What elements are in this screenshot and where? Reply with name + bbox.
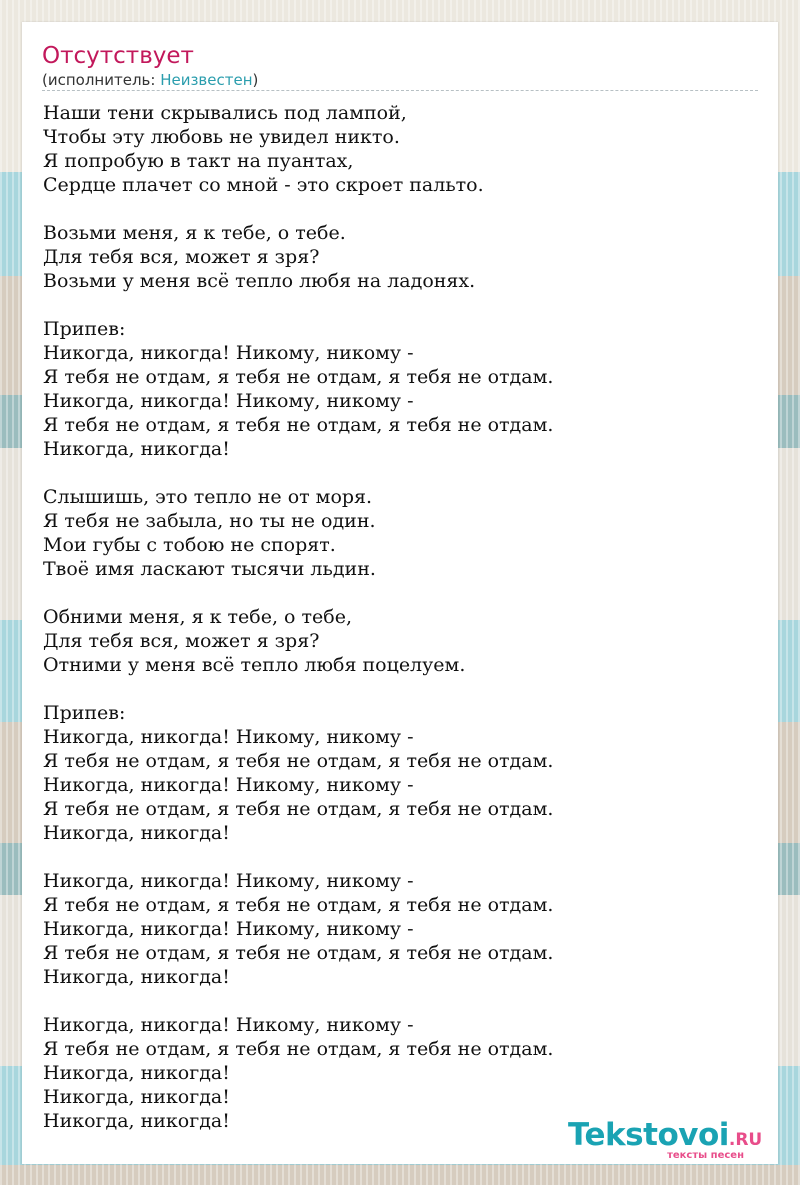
lyric-line: Я тебя не отдам, я тебя не отдам, я тебя не отдам. xyxy=(43,750,554,772)
lyric-line: Никогда, никогда! Никому, никому - xyxy=(43,870,414,892)
lyric-line: Я тебя не отдам, я тебя не отдам, я тебя не отдам. xyxy=(43,894,554,916)
lyric-line: Возьми у меня всё тепло любя на ладонях. xyxy=(43,270,476,292)
logo-subtitle: тексты песен xyxy=(667,1150,744,1161)
lyric-blank-line xyxy=(43,197,763,221)
lyric-line: Никогда, никогда! xyxy=(43,1062,230,1084)
lyric-line: Никогда, никогда! xyxy=(43,1110,230,1132)
lyric-line: Никогда, никогда! Никому, никому - xyxy=(43,342,414,364)
logo-main-text: Tekstovoi xyxy=(568,1117,729,1153)
lyric-line: Я тебя не отдам, я тебя не отдам, я тебя не отдам. xyxy=(43,366,554,388)
lyrics-card xyxy=(22,22,778,1164)
lyric-line: Отними у меня всё тепло любя поцелуем. xyxy=(43,654,466,676)
lyric-line: Никогда, никогда! Никому, никому - xyxy=(43,1014,414,1036)
lyric-line: Никогда, никогда! xyxy=(43,1086,230,1108)
lyric-blank-line xyxy=(43,581,763,605)
lyric-blank-line xyxy=(43,989,763,1013)
lyric-line: Наши тени скрывались под лампой, xyxy=(43,102,407,124)
lyrics-text xyxy=(43,101,763,1133)
artist-link[interactable]: Неизвестен xyxy=(160,71,253,89)
lyric-line: Я тебя не отдам, я тебя не отдам, я тебя не отдам. xyxy=(43,1038,554,1060)
lyric-line: Я попробую в такт на пуантах, xyxy=(43,150,354,172)
artist-suffix: ) xyxy=(252,71,259,89)
lyric-line: Обними меня, я к тебе, о тебе, xyxy=(43,606,352,628)
lyric-line: Припев: xyxy=(43,318,126,340)
lyric-line: Припев: xyxy=(43,702,126,724)
lyric-blank-line xyxy=(43,845,763,869)
lyric-line: Твоё имя ласкают тысячи льдин. xyxy=(43,558,376,580)
lyric-line: Я тебя не отдам, я тебя не отдам, я тебя не отдам. xyxy=(43,798,554,820)
lyric-line: Возьми меня, я к тебе, о тебе. xyxy=(43,222,346,244)
lyric-line: Я тебя не отдам, я тебя не отдам, я тебя не отдам. xyxy=(43,942,554,964)
lyric-line: Я тебя не отдам, я тебя не отдам, я тебя не отдам. xyxy=(43,414,554,436)
lyric-line: Для тебя вся, может я зря? xyxy=(43,630,320,652)
song-title: Отсутствует xyxy=(42,43,194,69)
lyric-line: Никогда, никогда! Никому, никому - xyxy=(43,726,414,748)
lyric-line: Для тебя вся, может я зря? xyxy=(43,246,320,268)
lyric-line: Чтобы эту любовь не увидел никто. xyxy=(43,126,400,148)
lyric-line: Никогда, никогда! xyxy=(43,438,230,460)
lyric-line: Никогда, никогда! Никому, никому - xyxy=(43,774,414,796)
lyric-line: Мои губы с тобою не спорят. xyxy=(43,534,336,556)
lyric-blank-line xyxy=(43,461,763,485)
lyric-line: Никогда, никогда! xyxy=(43,966,230,988)
logo-tld: .RU xyxy=(728,1130,763,1150)
lyric-line: Никогда, никогда! Никому, никому - xyxy=(43,918,414,940)
site-logo[interactable] xyxy=(568,1117,772,1165)
title-divider xyxy=(42,90,758,91)
lyric-line: Никогда, никогда! Никому, никому - xyxy=(43,390,414,412)
lyric-blank-line xyxy=(43,293,763,317)
lyric-line: Я тебя не забыла, но ты не один. xyxy=(43,510,376,532)
lyric-line: Слышишь, это тепло не от моря. xyxy=(43,486,373,508)
lyric-line: Никогда, никогда! xyxy=(43,822,230,844)
artist-line xyxy=(42,71,258,89)
lyric-blank-line xyxy=(43,677,763,701)
lyric-line: Сердце плачет со мной - это скроет пальто. xyxy=(43,174,484,196)
artist-prefix: (исполнитель: xyxy=(42,71,161,89)
